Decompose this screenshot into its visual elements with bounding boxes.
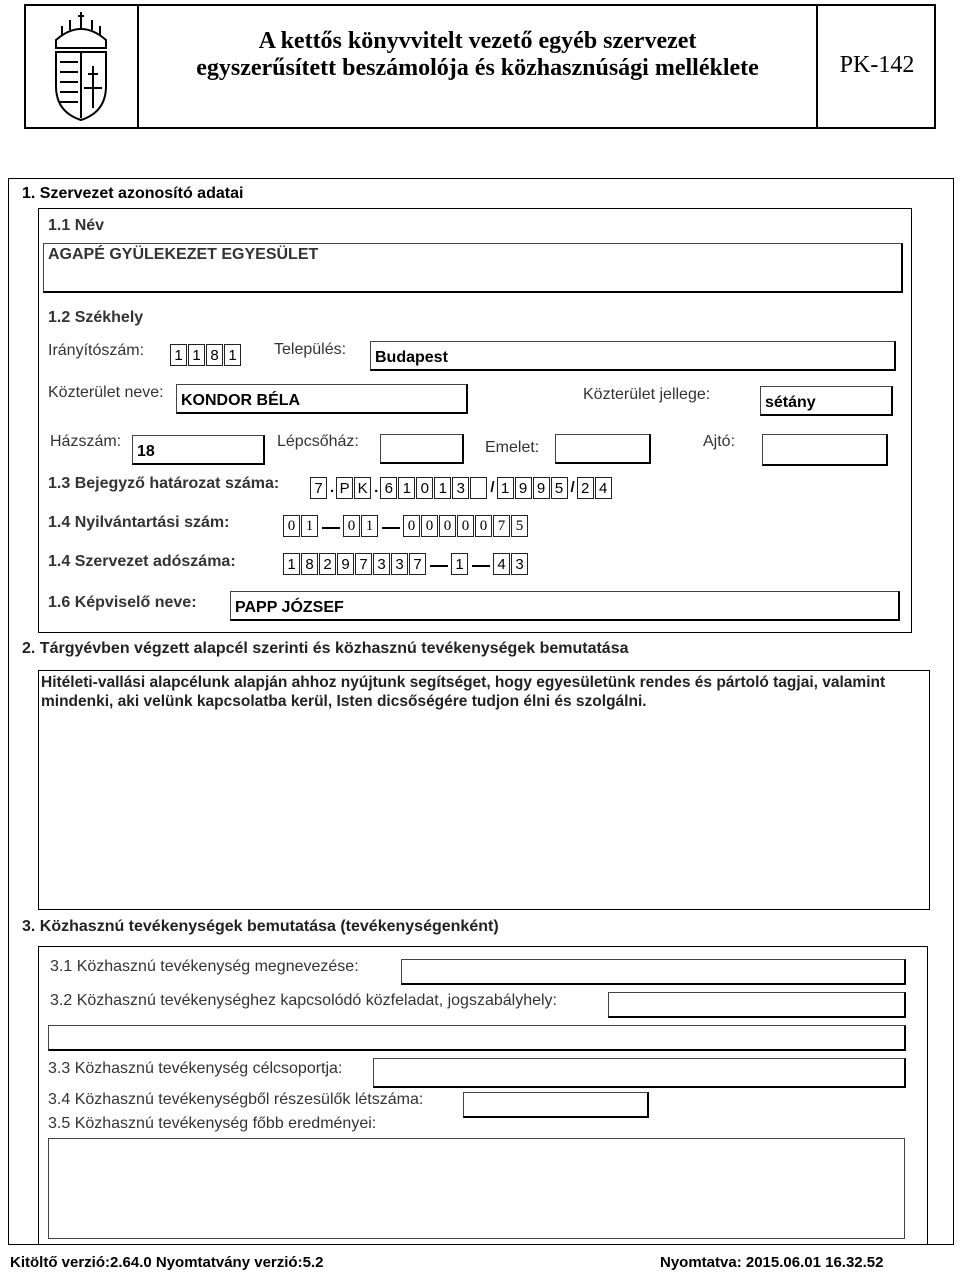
name-label: 1.1 Név (48, 217, 105, 234)
digit-cell[interactable]: 3 (373, 553, 390, 575)
hungarian-coat-of-arms-icon (48, 8, 114, 123)
stair-label: Lépcsőház: (277, 433, 359, 450)
digit-cell[interactable]: 1 (497, 477, 514, 499)
street-field[interactable] (176, 384, 468, 414)
beneficiaries-field[interactable] (463, 1092, 649, 1118)
street-label: Közterület neve: (48, 384, 164, 401)
section3-title: 3. Közhasznú tevékenységek bemutatása (tevékenységenként) (22, 918, 499, 935)
digit-cell[interactable]: 5 (511, 515, 528, 537)
form-code: PK-142 (839, 52, 915, 78)
digit-cell[interactable]: 3 (511, 553, 528, 575)
floor-label: Emelet: (485, 439, 540, 456)
digit-cell[interactable]: 9 (533, 477, 550, 499)
representative-label: 1.6 Képviselő neve: (48, 594, 197, 611)
representative-field[interactable] (230, 591, 900, 621)
digit-cell[interactable]: 7 (355, 553, 372, 575)
stair-field[interactable] (380, 434, 464, 464)
digit-cell[interactable]: 1 (361, 515, 378, 537)
footer-printed: Nyomtatva: 2015.06.01 16.32.52 (660, 1254, 884, 1271)
results-textarea[interactable] (48, 1138, 905, 1239)
digit-cell[interactable]: 4 (493, 553, 510, 575)
dash-separator (322, 527, 340, 529)
digit-cell[interactable]: 7 (409, 553, 426, 575)
digit-cell[interactable]: 1 (188, 344, 205, 366)
zip-cells[interactable] (170, 344, 242, 366)
results-label: 3.5 Közhasznú tevékenység főbb eredményei: (48, 1115, 377, 1132)
digit-cell[interactable]: 1 (301, 515, 318, 537)
digit-cell[interactable]: 3 (391, 553, 408, 575)
digit-cell[interactable]: 0 (343, 515, 360, 537)
house-field[interactable] (132, 435, 265, 465)
digit-cell[interactable]: 1 (398, 477, 415, 499)
digit-cell[interactable]: 8 (206, 344, 223, 366)
target-group-label: 3.3 Közhasznú tevékenység célcsoportja: (48, 1060, 343, 1077)
digit-cell[interactable]: 7 (310, 477, 327, 499)
dash-separator (472, 565, 490, 567)
slash-separator: / (490, 479, 495, 496)
activity-name-field[interactable] (401, 959, 906, 985)
digit-cell[interactable]: 4 (595, 477, 612, 499)
door-field[interactable] (762, 434, 888, 466)
beneficiaries-label: 3.4 Közhasznú tevékenységből részesülők létszáma: (48, 1091, 424, 1108)
digit-cell[interactable]: 1 (434, 477, 451, 499)
street-type-value: sétány (765, 394, 816, 411)
reg-decision-label: 1.3 Bejegyző határozat száma: (48, 475, 280, 492)
digit-cell[interactable]: 9 (337, 553, 354, 575)
city-value: Budapest (375, 349, 448, 366)
digit-cell[interactable]: 1 (170, 344, 187, 366)
reg-number-cells[interactable] (283, 515, 529, 537)
public-task-field[interactable] (608, 992, 906, 1018)
digit-cell[interactable]: 5 (551, 477, 568, 499)
digit-cell[interactable] (470, 477, 487, 499)
city-field[interactable] (370, 341, 896, 371)
representative-value: PAPP JÓZSEF (235, 599, 344, 616)
digit-cell[interactable]: 0 (439, 515, 456, 537)
public-task-field-2[interactable] (48, 1025, 906, 1051)
digit-cell[interactable]: 0 (416, 477, 433, 499)
digit-cell[interactable]: K (354, 477, 371, 499)
street-value: KONDOR BÉLA (181, 392, 301, 409)
activity-name-label: 3.1 Közhasznú tevékenység megnevezése: (50, 958, 359, 975)
floor-field[interactable] (555, 434, 651, 464)
name-field[interactable] (43, 243, 903, 293)
digit-cell[interactable]: 1 (451, 553, 468, 575)
header-title-line1: A kettős könyvvitelt vezető egyéb szervezet (258, 28, 697, 54)
digit-cell[interactable]: 1 (283, 553, 300, 575)
digit-cell[interactable]: 0 (403, 515, 420, 537)
reg-decision-cells[interactable] (310, 477, 613, 499)
dot-separator: . (330, 479, 335, 496)
door-label: Ajtó: (703, 433, 736, 450)
tax-number-label: 1.4 Szervezet adószáma: (48, 553, 236, 570)
house-value: 18 (137, 443, 155, 460)
target-group-field[interactable] (373, 1058, 906, 1088)
city-label: Település: (274, 341, 347, 358)
digit-cell[interactable]: 0 (283, 515, 300, 537)
digit-cell[interactable]: 2 (319, 553, 336, 575)
digit-cell[interactable]: 6 (380, 477, 397, 499)
digit-cell[interactable]: 9 (515, 477, 532, 499)
section2-title: 2. Tárgyévben végzett alapcél szerinti és közhasznú tevékenységek bemutatása (22, 640, 629, 657)
street-type-field[interactable] (760, 386, 893, 416)
dash-separator (382, 527, 400, 529)
street-type-label: Közterület jellege: (583, 386, 711, 403)
house-label: Házszám: (50, 433, 122, 450)
digit-cell[interactable]: 0 (457, 515, 474, 537)
seat-label: 1.2 Székhely (48, 309, 144, 326)
digit-cell[interactable]: 7 (493, 515, 510, 537)
activities-textarea[interactable] (38, 670, 930, 910)
reg-number-label: 1.4 Nyilvántartási szám: (48, 514, 230, 531)
dot-separator: . (374, 479, 379, 496)
digit-cell[interactable]: 0 (475, 515, 492, 537)
name-value: AGAPÉ GYÜLEKEZET EGYESÜLET (48, 246, 319, 263)
digit-cell[interactable]: 2 (577, 477, 594, 499)
section1-title: 1. Szervezet azonosító adatai (22, 185, 244, 202)
zip-label: Irányítószám: (48, 342, 145, 359)
header-title-line2: egyszerűsített beszámolója és közhasznúsági melléklete (196, 55, 759, 81)
dash-separator (430, 565, 448, 567)
digit-cell[interactable]: P (336, 477, 353, 499)
digit-cell[interactable]: 8 (301, 553, 318, 575)
digit-cell[interactable]: 0 (421, 515, 438, 537)
digit-cell[interactable]: 3 (452, 477, 469, 499)
digit-cell[interactable]: 1 (224, 344, 241, 366)
slash-separator: / (570, 479, 575, 496)
footer-version: Kitöltő verzió:2.64.0 Nyomtatvány verzió:5.2 (10, 1254, 324, 1271)
tax-number-cells[interactable] (283, 553, 529, 575)
public-task-label: 3.2 Közhasznú tevékenységhez kapcsolódó közfeladat, jogszabályhely: (50, 992, 557, 1009)
activities-text: Hitéleti-vallási alapcélunk alapján ahhoz nyújtunk segítséget, hogy egyesületünk rendes és pártoló tagjai, valamint mindenki, aki velünk kapcsolatba kerül, Isten dicsőségére tudjon élni és szolgálni. (41, 674, 886, 710)
header-title (139, 28, 816, 82)
